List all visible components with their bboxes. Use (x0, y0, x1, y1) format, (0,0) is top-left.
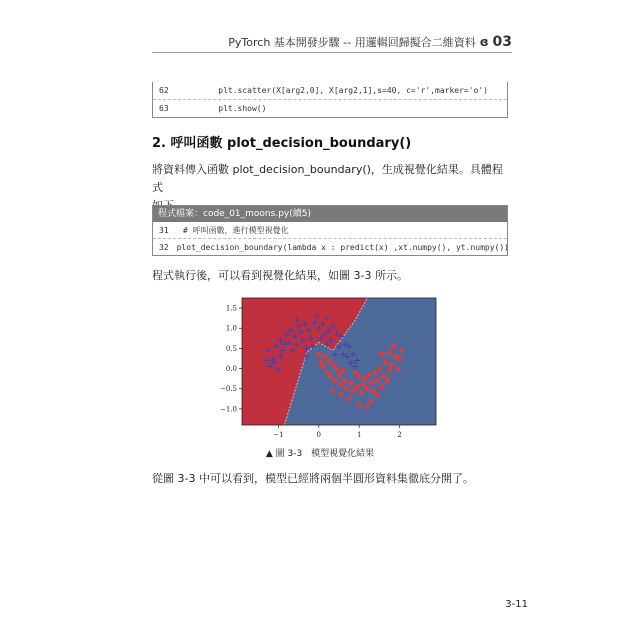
paragraph-3: 從圖 3-3 中可以看到，模型已經將兩個半圓形資料集徹底分開了。 (152, 472, 474, 485)
circle-point (339, 382, 344, 387)
plus-point (310, 343, 316, 349)
circle-point (353, 370, 358, 375)
decision-boundary-line (284, 298, 367, 425)
circle-point (387, 368, 392, 373)
circle-point (393, 354, 398, 359)
red-decision-region (242, 298, 367, 425)
plus-point (346, 343, 352, 349)
circle-point (349, 380, 354, 385)
circle-point (334, 366, 339, 371)
circle-point (363, 376, 368, 381)
plus-point (294, 317, 300, 323)
circle-point (379, 352, 384, 357)
plus-point (300, 337, 306, 343)
plus-point (294, 341, 300, 347)
plus-point (352, 364, 358, 370)
x-tick-label: 1 (356, 431, 362, 439)
y-tick-label: −0.5 (220, 385, 237, 394)
plus-point (304, 353, 310, 359)
circle-point (341, 368, 346, 373)
circle-point (320, 364, 325, 369)
y-tick-label: 1.0 (225, 324, 237, 333)
x-tick-label: −1 (273, 431, 284, 439)
plus-point (271, 360, 277, 366)
header-rule (152, 52, 512, 53)
code-listing (152, 205, 508, 256)
x-tick-label: 2 (397, 431, 402, 439)
plus-point (302, 321, 308, 327)
plus-point (348, 360, 354, 366)
header-title: PyTorch 基本開發步驟 -- 用邏輯回歸擬合二維資料 (228, 36, 476, 49)
y-tick-label: −1.0 (220, 405, 237, 414)
plus-point (332, 351, 338, 357)
code-text: plt.show() (199, 104, 267, 113)
line-number: 32 (159, 242, 169, 252)
code-block-continued (152, 82, 508, 118)
plus-point (324, 341, 330, 347)
plus-point (285, 339, 291, 345)
y-tick-label: 0.5 (225, 344, 237, 353)
plus-point (320, 321, 326, 327)
plus-point (322, 331, 328, 337)
circle-point (357, 402, 362, 407)
plus-point (288, 327, 294, 333)
plus-point (267, 364, 273, 370)
plus-point (306, 327, 312, 333)
line-number: 63 (159, 104, 169, 113)
circle-point (345, 386, 350, 391)
plus-point (340, 351, 346, 357)
plus-point (312, 319, 318, 325)
plus-point (265, 347, 271, 353)
plus-point (283, 331, 289, 337)
plus-point (354, 357, 360, 363)
code-line (153, 82, 507, 100)
y-tick-label: 0.0 (225, 365, 237, 374)
plus-point (326, 327, 332, 333)
paragraph-line: 將資料傳入函數 plot_decision_boundary()，生成視覺化結果。具體程式 (152, 163, 503, 194)
circle-point (322, 354, 327, 359)
plus-point (277, 337, 283, 343)
plus-point (273, 343, 279, 349)
section-title: 2. 呼叫函數 plot_decision_boundary() (152, 136, 412, 151)
circle-point (316, 352, 321, 357)
plus-point (316, 325, 322, 331)
code-listing-title: 程式檔案：code_01_moons.py(續5) (153, 206, 507, 222)
circle-point (357, 374, 362, 379)
circle-point (326, 358, 331, 363)
circle-point (397, 356, 402, 361)
plus-point (334, 331, 340, 337)
plus-point (338, 333, 344, 339)
circle-point (395, 366, 400, 371)
plus-point (277, 353, 283, 359)
plus-point (336, 343, 342, 349)
line-number: 62 (159, 86, 169, 95)
paragraph-2: 程式執行後，可以看到視覺化結果，如圖 3-3 所示。 (152, 269, 408, 282)
circle-point (365, 386, 370, 391)
code-text: # 呼叫函數，進行模型視覺化 (183, 225, 289, 235)
circle-point (377, 366, 382, 371)
plus-point (279, 347, 285, 353)
plus-point (330, 323, 336, 329)
circle-point (351, 388, 356, 393)
line-number: 31 (159, 225, 169, 235)
circle-point (339, 392, 344, 397)
plus-point (324, 315, 330, 321)
circle-point (389, 362, 394, 367)
plus-point (290, 347, 296, 353)
circle-point (375, 378, 380, 383)
circle-point (379, 384, 384, 389)
plus-point (314, 313, 320, 319)
plus-point (318, 335, 324, 341)
circle-point (375, 392, 380, 397)
plus-point (263, 357, 269, 363)
circle-point (361, 382, 366, 387)
plus-point (304, 345, 310, 351)
code-line (153, 238, 507, 255)
circle-point (328, 374, 333, 379)
circle-point (330, 388, 335, 393)
circle-point (387, 350, 392, 355)
circle-point (381, 374, 386, 379)
plus-point (269, 355, 275, 361)
circle-point (383, 360, 388, 365)
running-header (228, 34, 512, 50)
plus-point (298, 329, 304, 335)
code-line (153, 222, 507, 238)
circle-point (369, 380, 374, 385)
circle-point (324, 370, 329, 375)
y-tick-label: 1.5 (225, 304, 237, 313)
circle-point (391, 344, 396, 349)
code-line (153, 100, 507, 117)
code-text: plot_decision_boundary(lambda x : predict(x) ,xt.numpy(), yt.numpy()) (176, 242, 509, 252)
chapter-icon: ɞ (479, 35, 489, 49)
plus-point (275, 368, 281, 374)
plus-point (281, 341, 287, 347)
plus-point (292, 333, 298, 339)
chapter-number: 03 (492, 34, 512, 50)
circle-point (343, 378, 348, 383)
circle-point (359, 390, 364, 395)
plus-point (350, 351, 356, 357)
plus-point (344, 353, 350, 359)
circle-point (373, 370, 378, 375)
circle-point (347, 396, 352, 401)
page-number: 3-11 (505, 599, 528, 610)
code-text: plt.scatter(X[arg2,0], X[arg2,1],s=40, c='r',marker='o') (199, 86, 488, 95)
circle-point (318, 360, 323, 365)
plot-area (242, 298, 436, 425)
circle-point (385, 378, 390, 383)
plus-point (328, 337, 334, 343)
plot-frame (242, 298, 436, 425)
plus-point (308, 335, 314, 341)
figure-caption: ▲ 圖 3-3 模型視覺化結果 (265, 449, 375, 459)
circle-point (369, 398, 374, 403)
plus-point (296, 323, 302, 329)
circle-point (330, 362, 335, 367)
circle-point (367, 372, 372, 377)
x-tick-label: 0 (316, 431, 322, 439)
plus-point (342, 341, 348, 347)
circle-point (399, 348, 404, 353)
circle-point (332, 378, 337, 383)
circle-point (365, 404, 370, 409)
circle-point (371, 388, 376, 393)
circle-point (337, 372, 342, 377)
circle-point (355, 384, 360, 389)
